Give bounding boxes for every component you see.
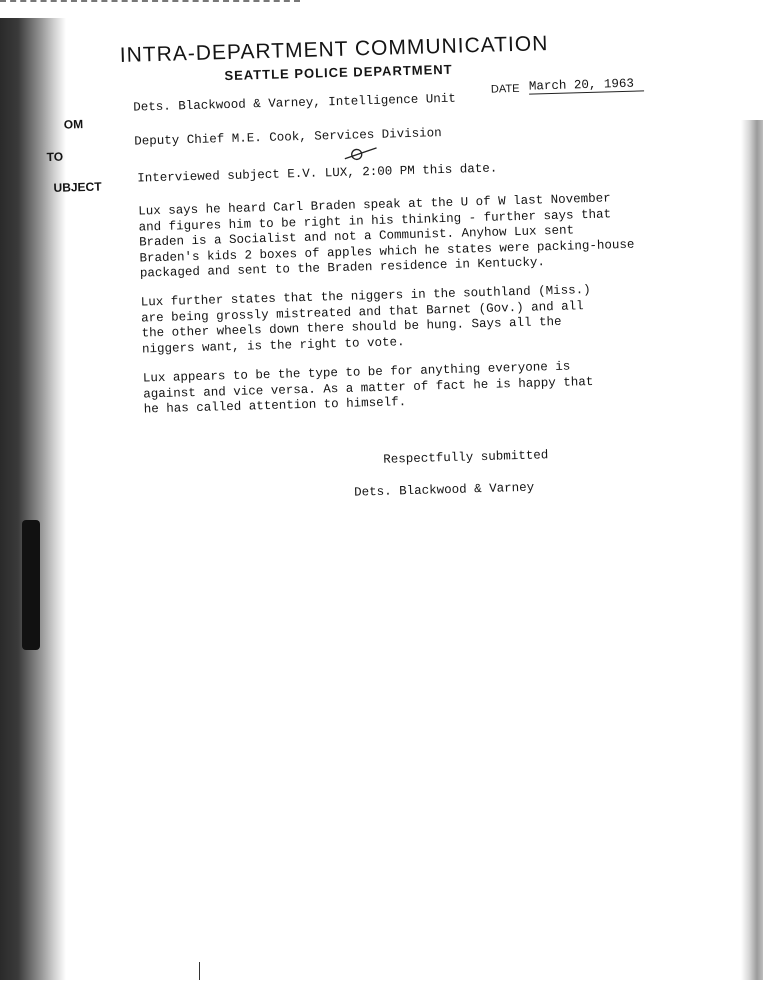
date-label: DATE — [490, 82, 520, 96]
signature-line: Dets. Blackwood & Varney — [353, 480, 535, 500]
date-value: March 20, 1963 — [529, 76, 644, 94]
body-paragraph-3: Lux appears to be the type to be for anything everyone is against and vice versa. As a matter of fact he is happy that he has called attention to himself. — [142, 359, 594, 417]
to-value: Deputy Chief M.E. Cook, Services Division — [134, 126, 442, 149]
memo-header-title: INTRA-DEPARTMENT COMMUNICATION — [119, 32, 549, 67]
body-paragraph-1: Lux says he heard Carl Braden speak at the U of W last November and figures him to be right in his thinking - further says that Braden is a Socialist and not a Communist. Anyhow Lux sent Braden's kids 2 boxes of apples which he states were packing-house packaged and sent to the Braden residence in Kentucky. — [138, 191, 635, 281]
to-label: TO — [46, 149, 64, 165]
subject-label: UBJECT — [53, 179, 102, 195]
body-paragraph-2: Lux further states that the niggers in the southland (Miss.) are being grossly mistreated and that Barnet (Gov.) and all the other wheels down there should be hung. Says all the niggers want, is the right to vote. — [140, 282, 591, 356]
memo-header-subtitle: SEATTLE POLICE DEPARTMENT — [224, 61, 453, 84]
handwritten-correction-mark — [342, 145, 378, 162]
from-label: OM — [63, 117, 84, 132]
from-value: Dets. Blackwood & Varney, Intelligence Unit — [133, 91, 456, 115]
subject-value: Interviewed subject E.V. LUX, 2:00 PM this date. — [137, 161, 498, 186]
closing-line: Respectfully submitted — [383, 448, 549, 467]
